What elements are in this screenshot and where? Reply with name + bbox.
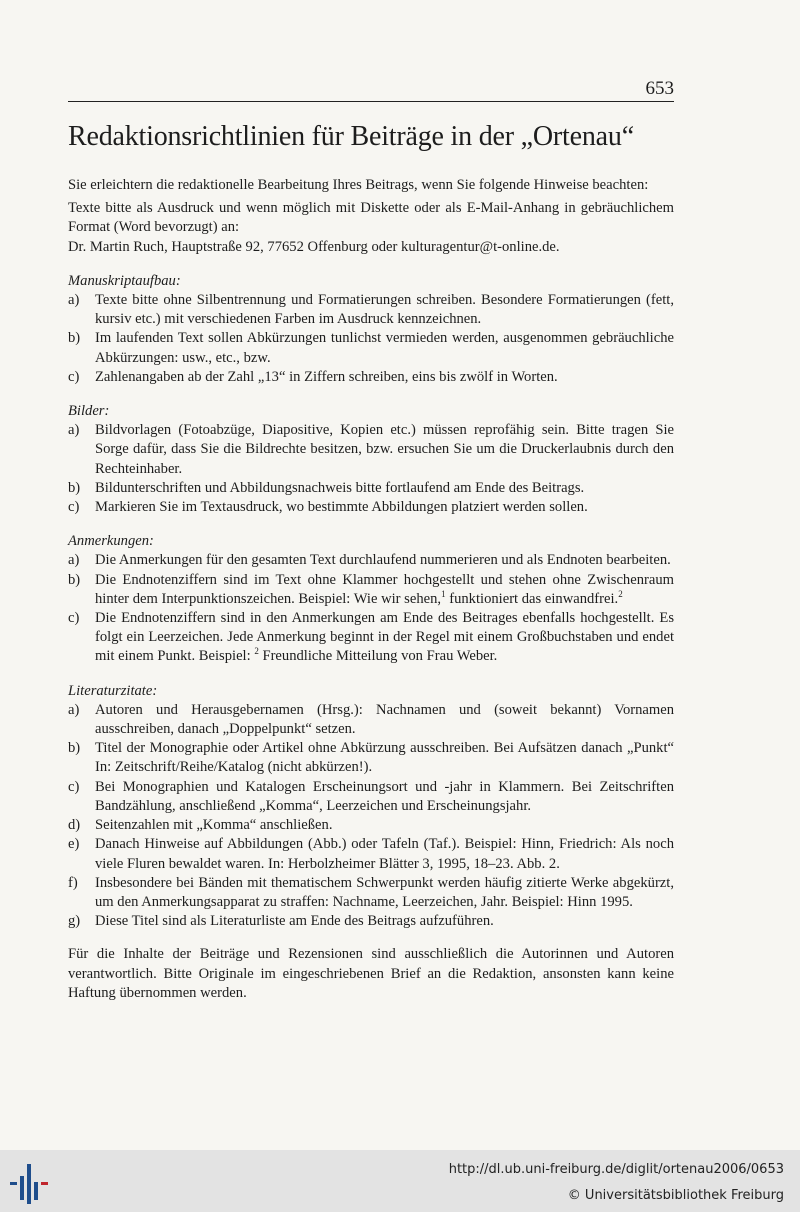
list-marker: g) — [68, 913, 81, 930]
list-marker: a) — [68, 422, 80, 439]
list-marker: d) — [68, 817, 81, 834]
list-item — [68, 551, 674, 570]
list-marker: e) — [68, 836, 80, 853]
footnote-superscript: 2 — [618, 588, 623, 599]
closing-paragraph: Für die Inhalte der Beiträge und Rezensionen sind ausschließlich die Autorinnen und Autoren verantwortlich. Bitte Originale im eingeschriebenen Brief an die Redaktion, ansonsten kann keine Haftung übernommen werden. — [68, 946, 674, 1001]
list-marker: a) — [68, 552, 80, 569]
list-item-text: Danach Hinweise auf Abbildungen (Abb.) oder Tafeln (Taf.). Beispiel: Hinn, Friedrich: Als noch viele Fluren bewaldet waren. In: Herbolzheimer Blätter 3, 1995, 18–23. Abb. 2. — [95, 836, 674, 872]
section-title: Literaturzitate: — [68, 682, 158, 699]
footnote-superscript: 1 — [441, 588, 446, 599]
list-marker: c) — [68, 368, 80, 385]
section-manuskript — [68, 272, 674, 387]
list-item-text: Diese Titel sind als Literaturliste am Ende des Beitrags aufzuführen. — [95, 913, 494, 930]
list-item — [68, 329, 674, 367]
intro-paragraph: Sie erleichtern die redaktionelle Bearbeitung Ihres Beitrags, wenn Sie folgende Hinweise beachten: — [68, 177, 649, 193]
list-marker: a) — [68, 701, 80, 718]
list-marker: c) — [68, 778, 80, 795]
list-item — [68, 701, 674, 739]
list-item-text: Bildvorlagen (Fotoabzüge, Diapositive, Kopien etc.) müssen reprofähig sein. Bitte tragen Sie Sorge dafür, dass Sie die Bildrechte besitzen, bzw. ersuchen Sie um die Druckerlaubnis durch den Rechteinhaber. — [95, 422, 674, 477]
list-item — [68, 816, 674, 835]
list — [68, 701, 674, 931]
section-title: Manuskriptaufbau: — [68, 272, 181, 289]
list-item — [68, 291, 674, 329]
list-item-text: Die Endnotenziffern sind in den Anmerkungen am Ende des Beitrages ebenfalls hochgestellt. Es folgt ein Leerzeichen. Jede Anmerkung beginnt in der Regel mit einem Großbuchstaben und endet mit einem Punkt. Beispiel: — [95, 610, 674, 665]
section-title: Anmerkungen: — [68, 533, 154, 550]
list-item — [68, 835, 674, 873]
list-item — [68, 479, 674, 498]
list-item-text: Zahlenangaben ab der Zahl „13“ in Ziffern schreiben, eins bis zwölf in Worten. — [95, 368, 558, 385]
list-item-text: Die Endnotenziffern sind im Text ohne Klammer hochgestellt und stehen ohne Zwischenraum hinter dem Interpunktionszeichen. Beispiel: Wie wir sehen, — [95, 571, 674, 607]
list-item-text: Autoren und Herausgebernamen (Hrsg.): Nachnamen und (soweit bekannt) Vornamen ausschreiben, danach „Doppelpunkt“ setzen. — [95, 701, 674, 738]
list-item — [68, 498, 674, 517]
list-item-text: Seitenzahlen mit „Komma“ anschließen. — [95, 817, 333, 834]
list — [68, 421, 674, 517]
list-item — [68, 571, 674, 609]
document-body — [68, 120, 674, 1003]
list-item — [68, 421, 674, 479]
list-item-text: Freundliche Mitteilung von Frau Weber. — [258, 648, 498, 665]
section-literatur — [68, 682, 674, 932]
list — [68, 551, 674, 666]
section-anmerkungen — [68, 532, 674, 666]
list-marker: b) — [68, 571, 81, 588]
list-item-text: Titel der Monographie oder Artikel ohne Abkürzung ausschreiben. Bei Aufsätzen danach „Punkt“ In: Zeitschrift/Reihe/Katalog (nicht abkürzen!). — [95, 740, 674, 776]
list-item — [68, 912, 674, 931]
list-marker: a) — [68, 292, 80, 309]
list-marker: c) — [68, 610, 80, 627]
list-item-text: Markieren Sie im Textausdruck, wo bestimmte Abbildungen platziert werden sollen. — [95, 499, 588, 516]
list-marker: b) — [68, 740, 81, 757]
list-item-text: Texte bitte ohne Silbentrennung und Formatierungen schreiben. Besondere Formatierungen (fett, kursiv etc.) mit verschiedenen Farben im Ausdruck kennzeichnen. — [95, 292, 674, 328]
list-item-text: Bildunterschriften und Abbildungsnachweis bitte fortlaufend am Ende des Beitrags. — [95, 479, 585, 496]
footnote-superscript: 2 — [254, 646, 259, 657]
header-rule — [68, 101, 674, 102]
copyright-text: © Universitätsbibliothek Freiburg — [567, 1188, 784, 1203]
section-title: Bilder: — [68, 403, 110, 420]
list-item-text: Insbesondere bei Bänden mit thematischem Schwerpunkt werden häufig zitierte Werke abgekürzt, um den Anmerkungsapparat zu straffen: Nachname, Leerzeichen, Jahr. Beispiel: Hinn 1995. — [95, 874, 674, 910]
submission-paragraph: Texte bitte als Ausdruck und wenn möglich mit Diskette oder als E-Mail-Anhang in gebräuchlichem Format (Word bevorzugt) an: — [68, 200, 674, 236]
list-marker: c) — [68, 499, 80, 516]
list-marker: b) — [68, 330, 81, 347]
contact-address: Dr. Martin Ruch, Hauptstraße 92, 77652 Offenburg oder kulturagentur@t-online.de. — [68, 238, 560, 255]
list-item — [68, 739, 674, 777]
list-item-text: Die Anmerkungen für den gesamten Text durchlaufend nummerieren und als Endnoten bearbeiten. — [95, 552, 671, 569]
list-item — [68, 368, 674, 387]
viewer-footer — [0, 1150, 800, 1212]
page-title: Redaktionsrichtlinien für Beiträge in der „Ortenau“ — [68, 121, 634, 152]
ub-freiburg-logo-icon — [8, 1158, 52, 1204]
list-marker: f) — [68, 874, 78, 891]
list — [68, 291, 674, 387]
list-item — [68, 778, 674, 816]
list-item — [68, 609, 674, 667]
permalink-url[interactable]: http://dl.ub.uni-freiburg.de/diglit/ortenau2006/0653 — [448, 1162, 784, 1177]
list-marker: b) — [68, 479, 81, 496]
list-item-text: funktioniert das einwandfrei. — [445, 590, 619, 607]
list-item-text: Im laufenden Text sollen Abkürzungen tunlichst vermieden werden, ausgenommen gebräuchliche Abkürzungen: usw., etc., bzw. — [95, 330, 674, 366]
section-bilder — [68, 402, 674, 517]
page-number: 653 — [645, 78, 674, 99]
list-item — [68, 874, 674, 912]
list-item-text: Bei Monographien und Katalogen Erscheinungsort und -jahr in Klammern. Bei Zeitschriften Bandzählung, anschließend „Komma“, Leerzeichen und Erscheinungsjahr. — [95, 778, 674, 814]
